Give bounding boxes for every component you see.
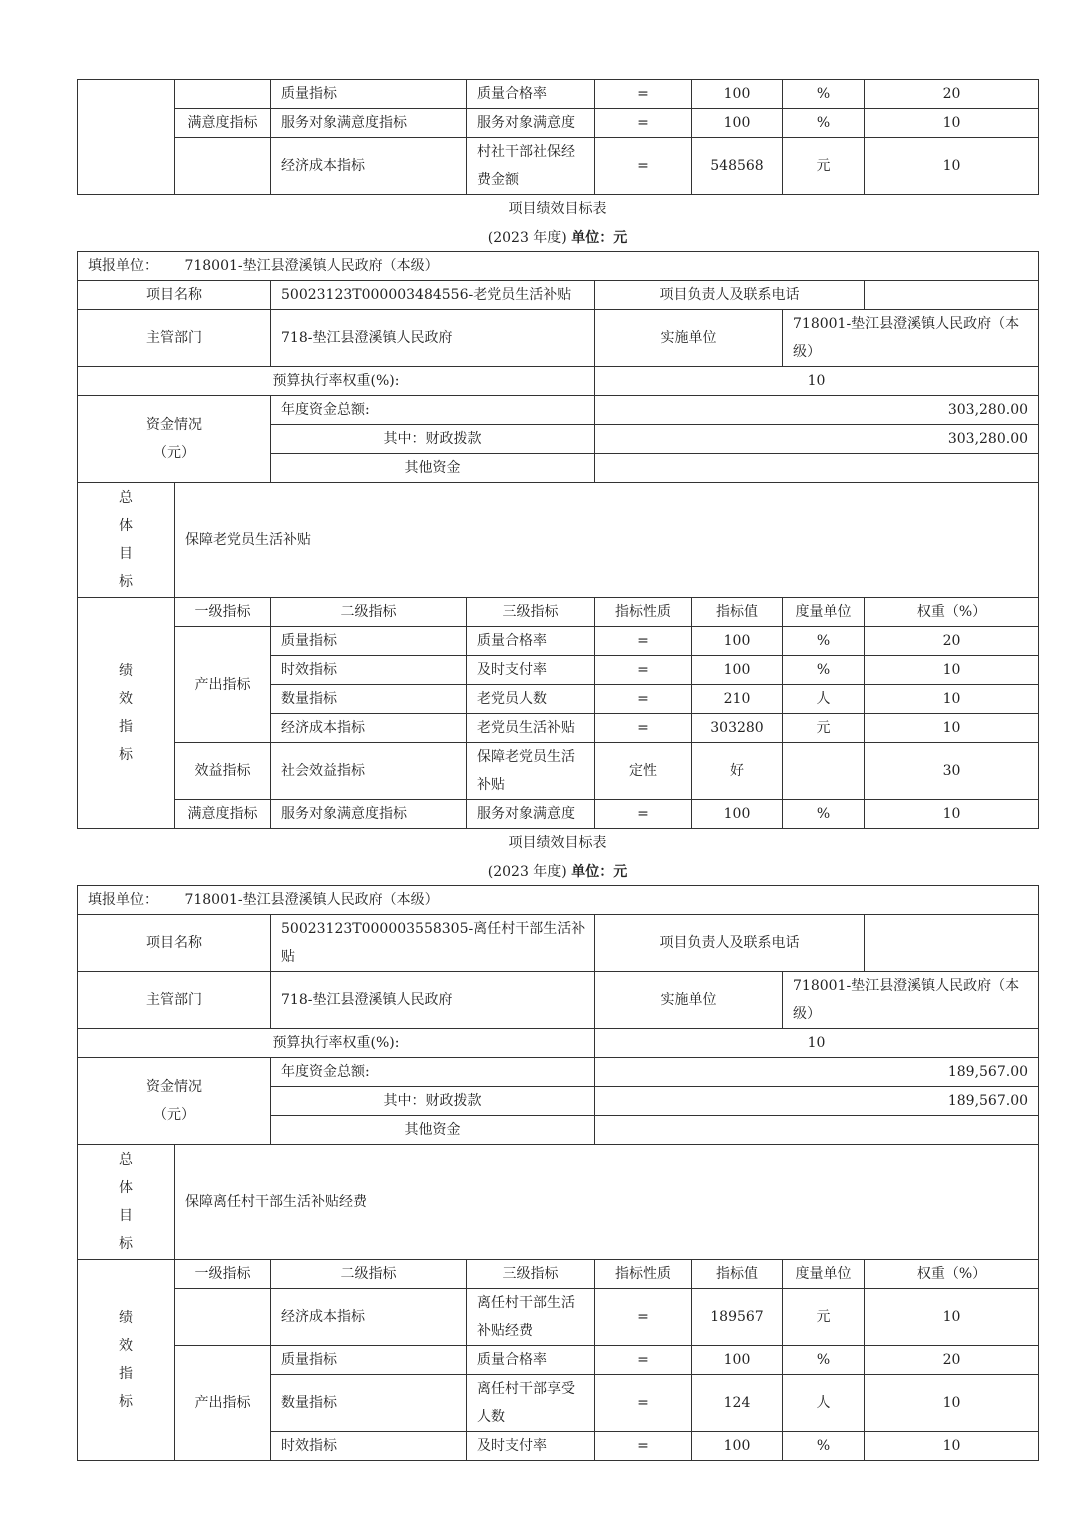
header-level2: 二级指标 [271, 1260, 467, 1289]
level2-cell: 数量指标 [271, 1375, 467, 1432]
unit-cell: % [783, 1432, 865, 1461]
table2 [77, 885, 1039, 1461]
level1-cell: 满意度指标 [175, 109, 271, 138]
unit-label: 单位：元 [571, 864, 628, 880]
blank-cell [78, 80, 175, 195]
filler-label: 填报单位： [88, 258, 158, 274]
level3-line-2: 人数 [477, 1409, 505, 1425]
value-cell: 303280 [692, 714, 783, 743]
nature-cell: = [595, 80, 692, 109]
level3-cell: 质量合格率 [467, 1346, 595, 1375]
perf-char: 指 [119, 1366, 133, 1382]
level3-line-1: 离任村干部生活 [477, 1295, 575, 1311]
unit-cell: 元 [783, 1289, 865, 1346]
weight-cell: 10 [865, 656, 1039, 685]
unit-cell: 元 [783, 138, 865, 195]
table1-title: 项目绩效目标表 [508, 201, 607, 217]
unit-cell: % [783, 1346, 865, 1375]
nature-cell: = [595, 627, 692, 656]
weight-cell: 10 [865, 1289, 1039, 1346]
fund-label [78, 1058, 271, 1145]
goal-char: 总 [119, 490, 133, 506]
level3-cell [467, 1289, 595, 1346]
goal-char: 体 [119, 1180, 133, 1196]
dept-label: 主管部门 [78, 310, 271, 367]
unit-cell: % [783, 80, 865, 109]
weight-cell: 10 [865, 800, 1039, 829]
perf-char: 绩 [119, 1310, 133, 1326]
perf-label [78, 598, 175, 829]
goal-char: 目 [119, 1208, 133, 1224]
value-cell: 124 [692, 1375, 783, 1432]
contact-value [865, 915, 1039, 972]
nature-cell: = [595, 800, 692, 829]
perf-char: 绩 [119, 663, 133, 679]
value-cell: 100 [692, 800, 783, 829]
level1-cell [175, 138, 271, 195]
weight-cell: 10 [865, 138, 1039, 195]
fund-fin-value: 189,567.00 [595, 1087, 1039, 1116]
header-value: 指标值 [692, 1260, 783, 1289]
filler-row [78, 252, 1039, 281]
fund-fin-label: 其中：财政拨款 [271, 1087, 595, 1116]
nature-cell: = [595, 1289, 692, 1346]
fund-label-1: 资金情况 [146, 417, 202, 433]
unit-cell: % [783, 109, 865, 138]
table2-year-line [77, 861, 1038, 883]
level3-line-1: 村社干部社保经 [477, 144, 575, 160]
header-level2: 二级指标 [271, 598, 467, 627]
value-cell: 好 [692, 743, 783, 800]
value-cell: 100 [692, 1432, 783, 1461]
contact-label: 项目负责人及联系电话 [595, 915, 865, 972]
weight-cell: 20 [865, 80, 1039, 109]
filler-value: 718001-垫江县澄溪镇人民政府（本级） [184, 258, 439, 274]
fund-label-2: （元） [153, 445, 195, 461]
project-name-label: 项目名称 [78, 915, 271, 972]
impl-line-2: 级） [793, 1006, 821, 1022]
fund-fin-label: 其中：财政拨款 [271, 425, 595, 454]
level2-cell: 质量指标 [271, 627, 467, 656]
filler-value: 718001-垫江县澄溪镇人民政府（本级） [184, 892, 439, 908]
impl-line-2: 级） [793, 344, 821, 360]
impl-label: 实施单位 [595, 972, 783, 1029]
goal-char: 总 [119, 1152, 133, 1168]
weight-cell: 10 [865, 685, 1039, 714]
level3-line-2: 补贴经费 [477, 1323, 533, 1339]
impl-value [783, 972, 1039, 1029]
budget-weight-label: 预算执行率权重(%): [78, 1029, 595, 1058]
dept-value: 718-垫江县澄溪镇人民政府 [271, 310, 595, 367]
budget-weight-value: 10 [595, 367, 1039, 396]
goal-label [78, 1145, 175, 1260]
contact-label: 项目负责人及联系电话 [595, 281, 865, 310]
level3-cell: 服务对象满意度 [467, 800, 595, 829]
level3-cell [467, 1375, 595, 1432]
project-name-value: 50023123T000003484556-老党员生活补贴 [271, 281, 595, 310]
level2-cell: 质量指标 [271, 80, 467, 109]
fund-total-value: 189,567.00 [595, 1058, 1039, 1087]
table2-title: 项目绩效目标表 [508, 835, 607, 851]
fund-label-2: （元） [153, 1107, 195, 1123]
perf-char: 效 [119, 1338, 133, 1354]
goal-label [78, 483, 175, 598]
value-cell: 100 [692, 80, 783, 109]
value-cell: 100 [692, 627, 783, 656]
unit-cell: 人 [783, 685, 865, 714]
goal-char: 目 [119, 546, 133, 562]
nature-cell: = [595, 714, 692, 743]
header-level1: 一级指标 [175, 598, 271, 627]
level3-cell: 及时支付率 [467, 656, 595, 685]
nature-cell: = [595, 1432, 692, 1461]
year-label: (2023 年度) [487, 230, 567, 246]
weight-cell: 30 [865, 743, 1039, 800]
project-name-value: 50023123T000003558305-离任村干部生活补贴 [271, 915, 595, 972]
level2-cell: 质量指标 [271, 1346, 467, 1375]
unit-cell: % [783, 656, 865, 685]
level2-cell: 服务对象满意度指标 [271, 109, 467, 138]
goal-char: 标 [119, 574, 133, 590]
fund-other-label: 其他资金 [271, 454, 595, 483]
level3-cell: 质量合格率 [467, 80, 595, 109]
budget-weight-label: 预算执行率权重(%): [78, 367, 595, 396]
perf-char: 效 [119, 691, 133, 707]
level3-cell: 及时支付率 [467, 1432, 595, 1461]
value-cell: 100 [692, 109, 783, 138]
header-value: 指标值 [692, 598, 783, 627]
goal-value: 保障离任村干部生活补贴经费 [175, 1145, 1039, 1260]
value-cell: 548568 [692, 138, 783, 195]
nature-cell: = [595, 656, 692, 685]
contact-value [865, 281, 1039, 310]
level3-cell [467, 743, 595, 800]
header-weight: 权重（%） [865, 1260, 1039, 1289]
value-cell: 210 [692, 685, 783, 714]
fund-other-value [595, 454, 1039, 483]
level3-cell: 质量合格率 [467, 627, 595, 656]
header-level3: 三级指标 [467, 598, 595, 627]
goal-char: 标 [119, 1236, 133, 1252]
impl-line-1: 718001-垫江县澄溪镇人民政府（本 [793, 978, 1020, 994]
level2-cell: 时效指标 [271, 656, 467, 685]
nature-cell: = [595, 138, 692, 195]
level1-cell: 满意度指标 [175, 800, 271, 829]
weight-cell: 20 [865, 627, 1039, 656]
weight-cell: 10 [865, 1432, 1039, 1461]
unit-label: 单位：元 [571, 230, 628, 246]
level2-cell: 经济成本指标 [271, 714, 467, 743]
fund-other-label: 其他资金 [271, 1116, 595, 1145]
perf-label [78, 1260, 175, 1461]
header-nature: 指标性质 [595, 598, 692, 627]
unit-cell: 人 [783, 1375, 865, 1432]
level3-cell: 老党员人数 [467, 685, 595, 714]
fund-fin-value: 303,280.00 [595, 425, 1039, 454]
header-level3: 三级指标 [467, 1260, 595, 1289]
table1-year-line [77, 227, 1038, 249]
weight-cell: 10 [865, 714, 1039, 743]
level3-line-2: 补贴 [477, 777, 505, 793]
header-weight: 权重（%） [865, 598, 1039, 627]
unit-cell: % [783, 800, 865, 829]
level3-cell: 服务对象满意度 [467, 109, 595, 138]
nature-cell: = [595, 685, 692, 714]
level2-cell: 时效指标 [271, 1432, 467, 1461]
filler-label: 填报单位： [88, 892, 158, 908]
weight-cell: 10 [865, 1375, 1039, 1432]
nature-cell: = [595, 1346, 692, 1375]
fund-total-value: 303,280.00 [595, 396, 1039, 425]
level2-cell: 社会效益指标 [271, 743, 467, 800]
filler-row [78, 886, 1039, 915]
fund-total-label: 年度资金总额: [271, 1058, 595, 1087]
level3-cell: 老党员生活补贴 [467, 714, 595, 743]
header-unit: 度量单位 [783, 1260, 865, 1289]
level2-cell: 数量指标 [271, 685, 467, 714]
impl-line-1: 718001-垫江县澄溪镇人民政府（本 [793, 316, 1020, 332]
weight-cell: 20 [865, 1346, 1039, 1375]
perf-char: 指 [119, 719, 133, 735]
unit-cell: % [783, 627, 865, 656]
header-level1: 一级指标 [175, 1260, 271, 1289]
perf-char: 标 [119, 747, 133, 763]
level3-line-1: 保障老党员生活 [477, 749, 575, 765]
level1-cell: 产出指标 [175, 1346, 271, 1461]
fund-other-value [595, 1116, 1039, 1145]
goal-char: 体 [119, 518, 133, 534]
level2-cell: 经济成本指标 [271, 1289, 467, 1346]
level1-cell [175, 1289, 271, 1346]
level3-cell [467, 138, 595, 195]
impl-label: 实施单位 [595, 310, 783, 367]
value-cell: 100 [692, 656, 783, 685]
project-name-label: 项目名称 [78, 281, 271, 310]
budget-weight-value: 10 [595, 1029, 1039, 1058]
level3-line-1: 离任村干部享受 [477, 1381, 575, 1397]
impl-value [783, 310, 1039, 367]
year-label: (2023 年度) [487, 864, 567, 880]
value-cell: 189567 [692, 1289, 783, 1346]
goal-value: 保障老党员生活补贴 [175, 483, 1039, 598]
fund-label-1: 资金情况 [146, 1079, 202, 1095]
dept-value: 718-垫江县澄溪镇人民政府 [271, 972, 595, 1029]
header-nature: 指标性质 [595, 1260, 692, 1289]
header-unit: 度量单位 [783, 598, 865, 627]
nature-cell: = [595, 109, 692, 138]
value-cell: 100 [692, 1346, 783, 1375]
level1-cell [175, 80, 271, 109]
level2-cell: 经济成本指标 [271, 138, 467, 195]
unit-cell [783, 743, 865, 800]
level2-cell: 服务对象满意度指标 [271, 800, 467, 829]
perf-char: 标 [119, 1394, 133, 1410]
level1-cell: 效益指标 [175, 743, 271, 800]
top-partial-table [77, 79, 1039, 195]
nature-cell: = [595, 1375, 692, 1432]
unit-cell: 元 [783, 714, 865, 743]
fund-total-label: 年度资金总额: [271, 396, 595, 425]
level3-line-2: 费金额 [477, 172, 519, 188]
table1 [77, 251, 1039, 829]
dept-label: 主管部门 [78, 972, 271, 1029]
level1-cell: 产出指标 [175, 627, 271, 743]
nature-cell: 定性 [595, 743, 692, 800]
fund-label [78, 396, 271, 483]
weight-cell: 10 [865, 109, 1039, 138]
